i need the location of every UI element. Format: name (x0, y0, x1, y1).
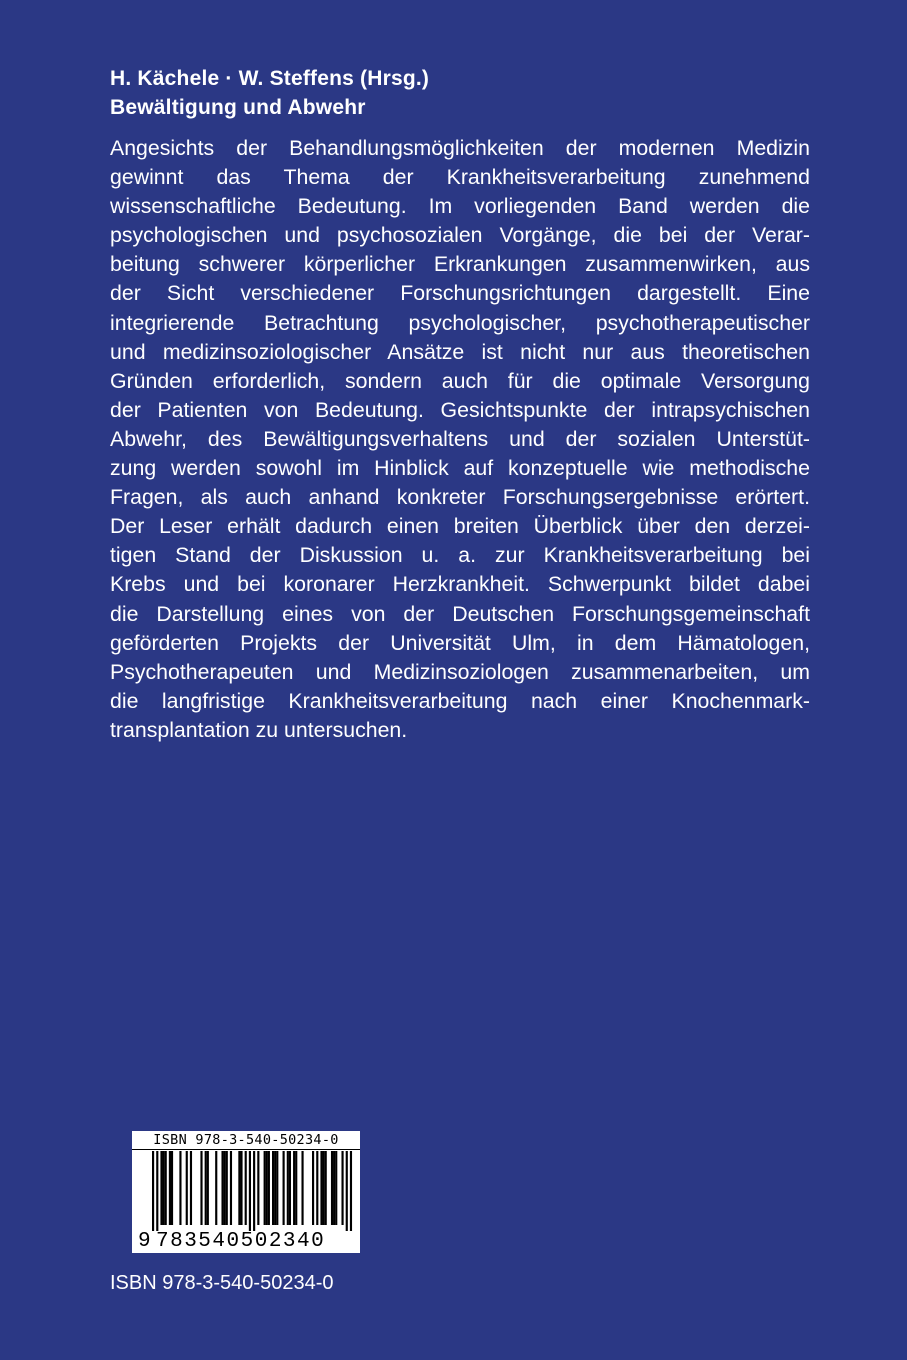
barcode-bar (230, 1151, 232, 1225)
barcode-bar (350, 1151, 352, 1231)
book-header (110, 64, 810, 122)
barcode-digit-groups: 783540502340 (156, 1230, 326, 1253)
barcode-bar (179, 1151, 181, 1225)
blurb-line: psychologischen und psychosozialen Vorgänge, die bei der Verar- (110, 223, 810, 248)
blurb-line: Abwehr, des Bewältigungsverhaltens und der sozialen Unterstüt- (110, 426, 810, 451)
barcode-bar (224, 1151, 226, 1225)
barcode-first-digit: 9 (138, 1230, 151, 1253)
barcode-bar (346, 1151, 348, 1231)
blurb-line: wissenschaftliche Bedeutung. Im vorliegenden Band werden die (110, 194, 810, 219)
barcode-bar (333, 1151, 335, 1225)
barcode-bar (240, 1151, 242, 1225)
blurb-line: tigen Stand der Diskussion u. a. zur Krankheitsverarbeitung bei (110, 543, 810, 568)
barcode-bar (152, 1151, 154, 1231)
barcode-bar (274, 1151, 276, 1225)
barcode-bar (253, 1151, 255, 1231)
book-blurb (110, 134, 810, 745)
barcode-digits (132, 1231, 360, 1253)
blurb-line: der Patienten von Bedeutung. Gesichtspunkte der intrapsychischen (110, 397, 810, 422)
barcode-bar (272, 1151, 274, 1225)
barcode-bar (266, 1151, 268, 1225)
blurb-line: integrierende Betrachtung psychologischer, psychotherapeutischer (110, 310, 810, 335)
barcode-bar (331, 1151, 333, 1225)
blurb-line: gewinnt das Thema der Krankheitsverarbeitung zunehmend (110, 165, 810, 190)
barcode-isbn-label: ISBN 978-3-540-50234-0 (132, 1131, 360, 1150)
barcode-bar (289, 1151, 291, 1225)
barcode-bar (165, 1151, 167, 1225)
barcode-bar (169, 1151, 171, 1225)
barcode-bar (264, 1151, 266, 1225)
barcode-bar (221, 1151, 223, 1225)
barcode-bar (171, 1151, 173, 1225)
barcode-bar (312, 1151, 314, 1225)
barcode-bar (295, 1151, 297, 1225)
barcode-bar (163, 1151, 165, 1225)
barcode-bar (283, 1151, 285, 1225)
blurb-line: transplantation zu untersuchen. (110, 717, 408, 742)
barcode-bar (268, 1151, 270, 1225)
blurb-line: Der Leser erhält dadurch einen breiten Überblick über den derzei- (110, 514, 810, 539)
barcode-bar (200, 1151, 202, 1225)
barcode-bar (238, 1151, 240, 1225)
barcode-bar (205, 1151, 207, 1225)
blurb-line: Krebs und bei koronarer Herzkrankheit. Schwerpunkt bildet dabei (110, 572, 810, 597)
blurb-line: geförderten Projekts der Universität Ulm, in dem Hämatologen, (110, 630, 810, 655)
blurb-line: der Sicht verschiedener Forschungsrichtungen dargestellt. Eine (110, 281, 810, 306)
barcode-bar (325, 1151, 327, 1225)
barcode-bar (301, 1151, 303, 1225)
blurb-line: Gründen erforderlich, sondern auch für die optimale Versorgung (110, 368, 810, 393)
book-title: Bewältigung und Abwehr (110, 96, 366, 119)
barcode-bar (316, 1151, 318, 1225)
blurb-line: Psychotherapeuten und Medizinsoziologen zusammenarbeiten, um (110, 659, 810, 684)
blurb-line: und medizinsoziologischer Ansätze ist nicht nur aus theoretischen (110, 339, 810, 364)
isbn-text: ISBN 978-3-540-50234-0 (110, 1272, 334, 1294)
blurb-line: die langfristige Krankheitsverarbeitung nach einer Knochenmark- (110, 688, 810, 713)
barcode-bar (207, 1151, 209, 1225)
barcode-bar (257, 1151, 259, 1225)
barcode-bar (341, 1151, 343, 1225)
barcode-bars (132, 1151, 360, 1231)
barcode-bar (335, 1151, 337, 1225)
barcode-bar (323, 1151, 325, 1225)
isbn-barcode (132, 1131, 360, 1253)
blurb-line: Fragen, als auch anhand konkreter Forschungsergebnisse erörtert. (110, 485, 810, 510)
barcode-bar (320, 1151, 322, 1225)
barcode-bar (276, 1151, 278, 1225)
blurb-line: Angesichts der Behandlungsmöglichkeiten der modernen Medizin (110, 136, 810, 160)
blurb-line: zung werden sowohl im Hinblick auf konzeptuelle wie methodische (110, 456, 810, 481)
barcode-bar (160, 1151, 162, 1225)
book-authors: H. Kächele · W. Steffens (Hrsg.) (110, 67, 430, 90)
barcode-bar (186, 1151, 188, 1225)
barcode-bar (293, 1151, 295, 1225)
blurb-line: die Darstellung eines von der Deutschen Forschungsgemeinschaft (110, 601, 810, 626)
barcode-bar (215, 1151, 217, 1225)
barcode-bar (226, 1151, 228, 1225)
barcode-bar (190, 1151, 192, 1225)
blurb-line: beitung schwerer körperlicher Erkrankungen zusammenwirken, aus (110, 252, 810, 277)
barcode-bar (245, 1151, 247, 1225)
barcode-bar (287, 1151, 289, 1225)
barcode-bar (249, 1151, 251, 1231)
barcode-bar (156, 1151, 158, 1231)
